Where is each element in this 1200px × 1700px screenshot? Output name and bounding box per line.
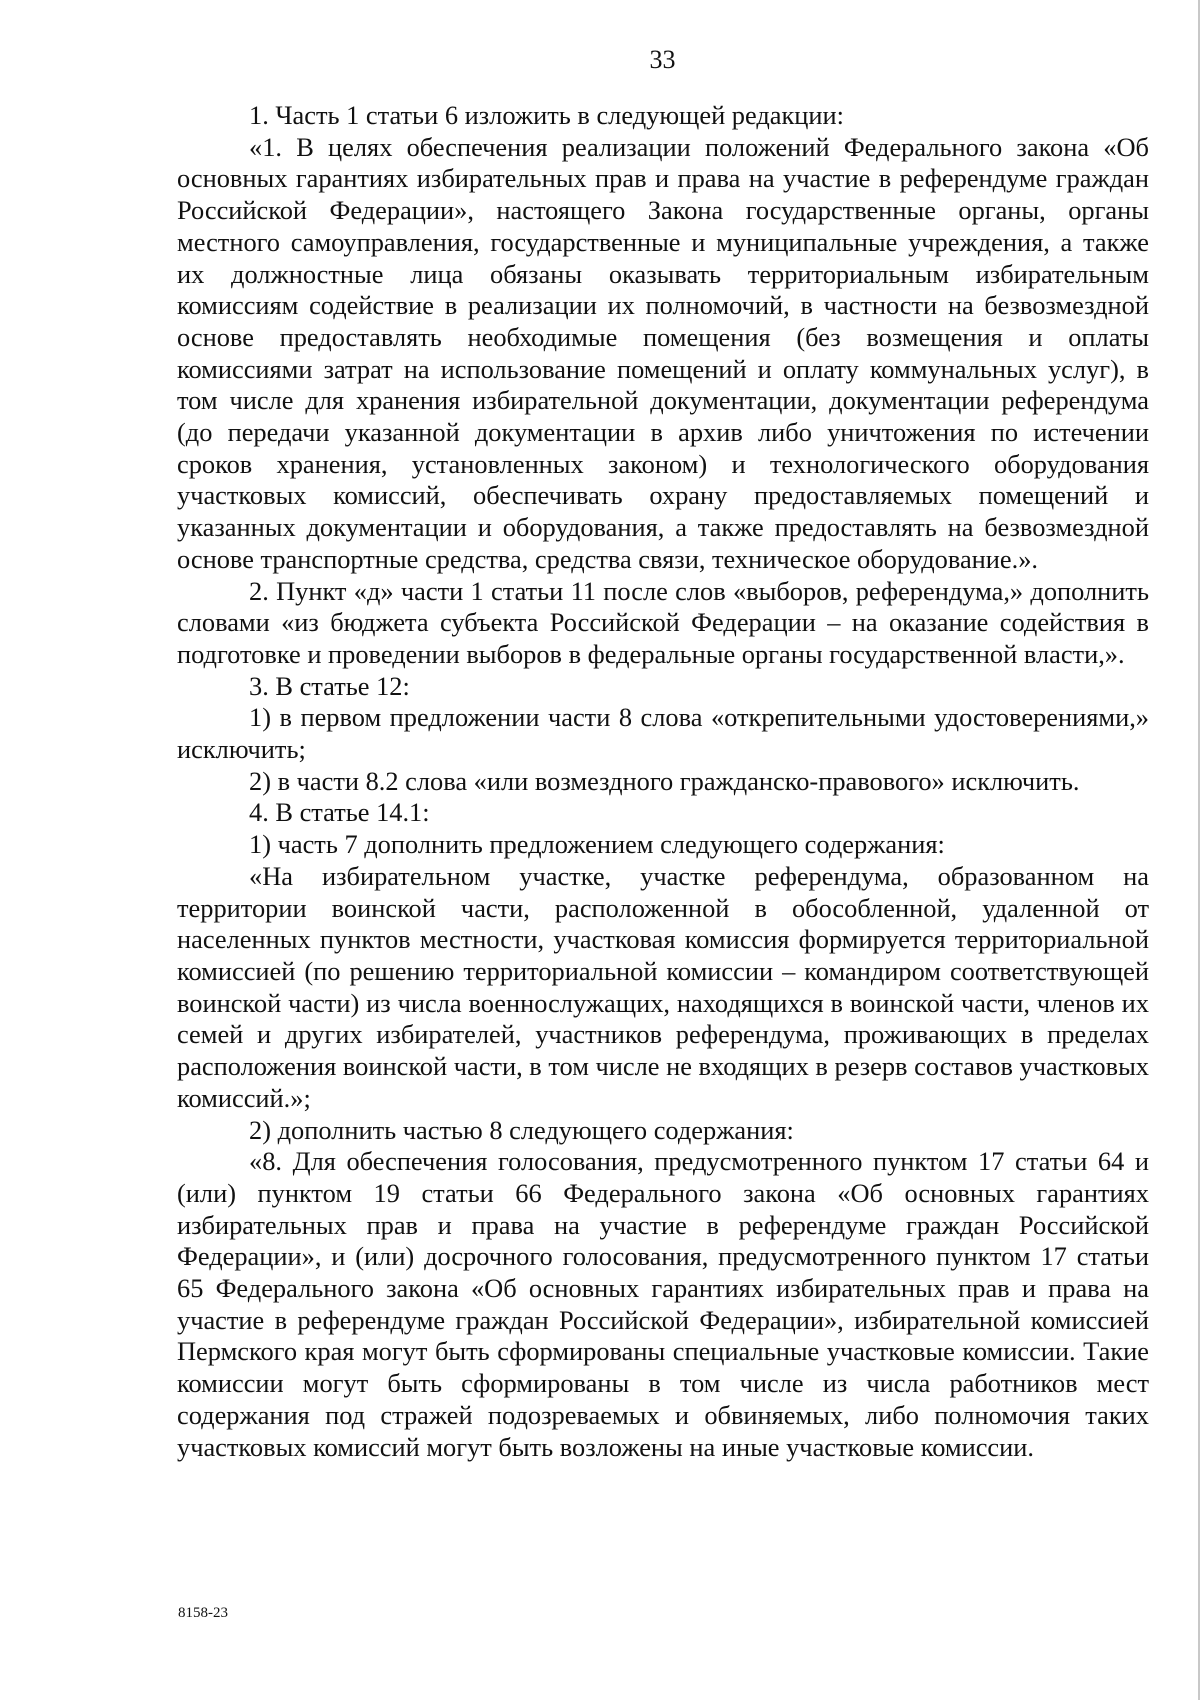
paragraph: «1. В целях обеспечения реализации положений Федерального закона «Об основных гарантиях избирательных прав и права на участие в референдуме граждан Российской Федерации», настоящего Закона государственные органы, органы местного самоуправления, государственные и муниципальные учреждения, а также их должностные лица обязаны оказывать территориальным избирательным комиссиям содействие в реализации их полномочий, в частности на безвозмездной основе предоставлять необходимые помещения (без возмещения и оплаты комиссиями затрат на использование помещений и оплату коммунальных услуг), в том числе для хранения избирательной документации, документации референдума (до передачи указанной документации в архив либо уничтожения по истечении сроков хранения, установленных законом) и технологического оборудования участковых комиссий, обеспечивать охрану предоставляемых помещений и указанных документации и оборудования, а также предоставлять на безвозмездной основе транспортные средства, средства связи, техническое оборудование.». [177, 131, 1149, 574]
paragraph: 2) в части 8.2 слова «или возмездного гражданско-правового» исключить. [249, 765, 1080, 796]
paragraph: «8. Для обеспечения голосования, предусмотренного пунктом 17 статьи 64 и (или) пунктом 19 статьи 66 Федерального закона «Об основных гарантиях избирательных прав и права на участие в референдуме граждан Российской Федерации», и (или) досрочного голосования, предусмотренного пунктом 17 статьи 65 Федерального закона «Об основных гарантиях избирательных прав и права на участие в референдуме граждан Российской Федерации», избирательной комиссией Пермского края могут быть сформированы специальные участковые комиссии. Такие комиссии могут быть сформированы в том числе из числа работников мест содержания под стражей подозреваемых и обвиняемых, либо полномочия таких участковых комиссий могут быть возложены на иные участковые комиссии. [177, 1146, 1149, 1462]
paragraph: 1) в первом предложении части 8 слова «открепительными удостоверениями,» исключить; [177, 702, 1149, 765]
page-number: 33 [649, 45, 676, 74]
paragraph: 3. В статье 12: [249, 670, 410, 701]
paragraph: 1) часть 7 дополнить предложением следующего содержания: [249, 829, 945, 860]
paragraph: 4. В статье 14.1: [249, 797, 430, 828]
paragraph: «На избирательном участке, участке референдума, образованном на территории воинской части, расположенной в обособленной, удаленной от населенных пунктов местности, участковая комиссия формируется территориальной комиссией (по решению территориальной комиссии – командиром соответствующей воинской части) из числа военнослужащих, находящихся в воинской части, членов их семей и других избирателей, участников референдума, проживающих в пределах расположения воинской части, в том числе не входящих в резерв составов участковых комиссий.»; [177, 860, 1149, 1113]
document-code: 8158-23 [178, 1605, 228, 1621]
paragraph: 2) дополнить частью 8 следующего содержания: [249, 1114, 794, 1145]
paragraph: 1. Часть 1 статьи 6 изложить в следующей редакции: [249, 100, 845, 130]
document-body [177, 100, 1149, 1463]
paragraph: 2. Пункт «д» части 1 статьи 11 после слов «выборов, референдума,» дополнить словами «из бюджета субъекта Российской Федерации – на оказание содействия в подготовке и проведении выборов в федеральные органы государственной власти,». [177, 575, 1149, 669]
